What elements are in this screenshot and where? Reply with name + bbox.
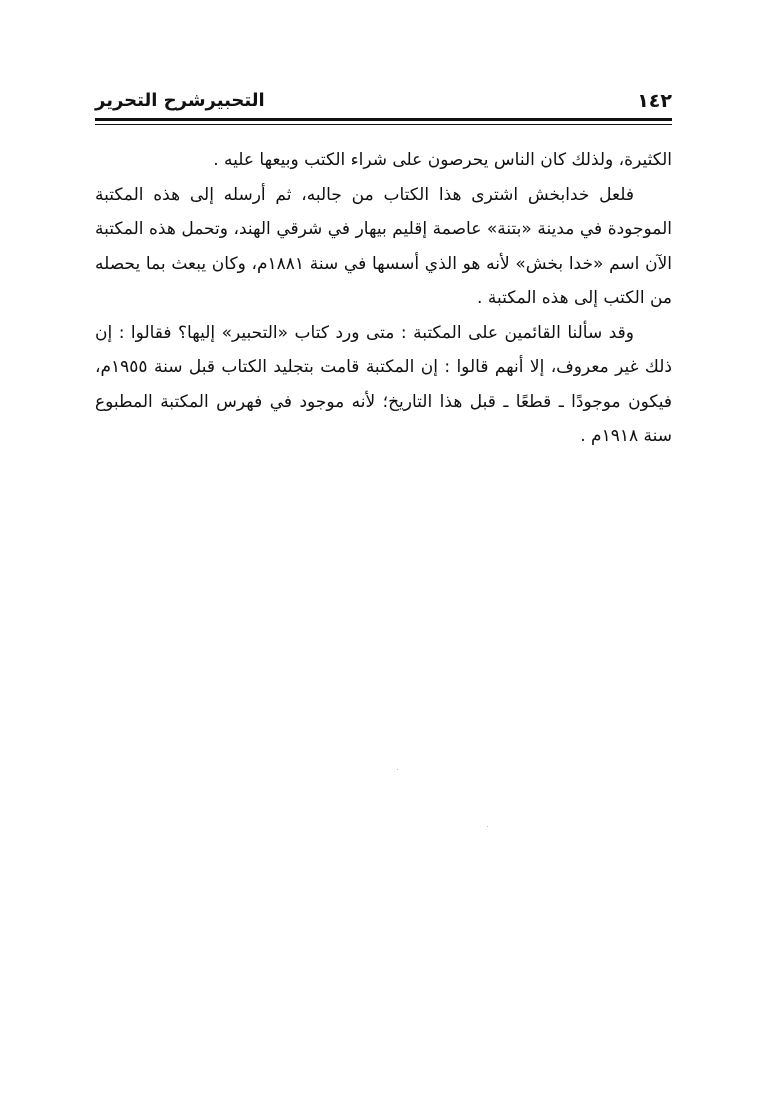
running-header [95,84,672,116]
paragraph-2: فلعل خدابخش اشترى هذا الكتاب من جالبه، ثم أرسله إلى هذه المكتبة الموجودة في مدينة «بتنة» عاصمة إقليم بيهار في شرقي الهند، وتحمل هذه المكتبة الآن اسم «خدا بخش» لأنه هو الذي أسسها في سنة ١٨٨١م، وكان يبعث بما يحصله من الكتب إلى هذه المكتبة . [95,184,672,308]
scan-speck [397,769,398,770]
page-number: ١٤٢ [637,90,672,112]
paragraph-3: وقد سألنا القائمين على المكتبة : متى ورد كتاب «التحبير» إليها؟ فقالوا : إن ذلك غير معروف، إلا أنهم قالوا : إن المكتبة قامت بتجليد الكتاب قبل سنة ١٩٥٥م، فيكون موجودًا ـ قطعًا ـ قبل هذا التاريخ؛ لأنه موجود في فهرس المكتبة المطبوع سنة ١٩١٨م . [95,322,672,446]
header-rule-thin [95,124,672,125]
book-title: التحبيرشرح التحرير [95,90,265,111]
header-rule [95,118,672,121]
body-text [95,143,672,454]
paragraph-1: الكثيرة، ولذلك كان الناس يحرصون على شراء الكتب وبيعها عليه . [213,150,672,170]
scan-speck [487,826,488,827]
